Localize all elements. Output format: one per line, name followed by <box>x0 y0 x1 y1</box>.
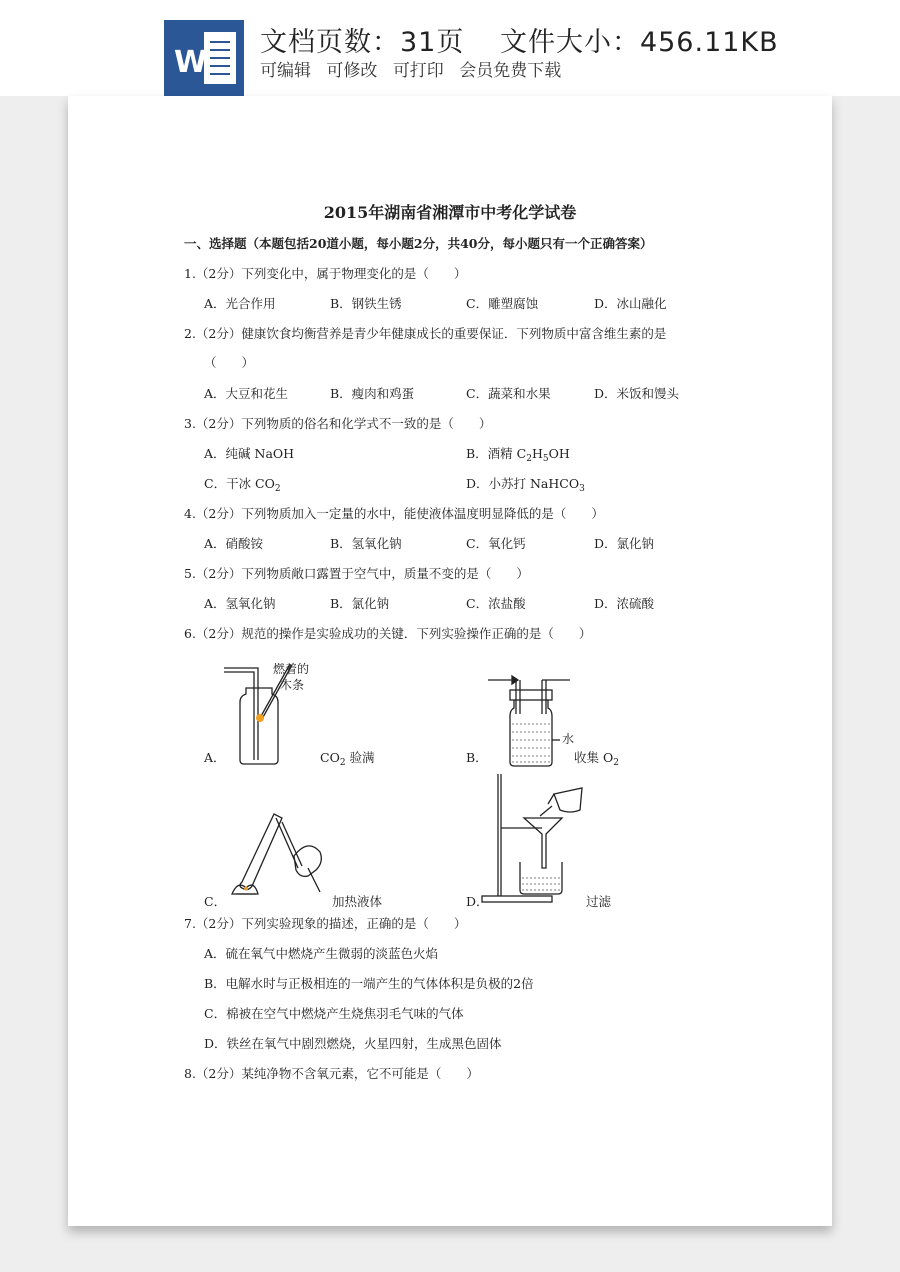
file-size: 文件大小：456.11KB <box>499 27 779 58</box>
question-3-stem: 3.（2分）下列物质的俗名和化学式不一致的是（ ） <box>184 416 492 431</box>
caption-subscript: 2 <box>339 758 346 768</box>
question-7-option-b: B．电解水时与正极相连的一端产生的气体体积是负极的2倍 <box>204 976 534 991</box>
water-label: 水 <box>562 732 575 746</box>
question-5-option-c: C．浓盐酸 <box>466 596 526 611</box>
option-d-label: D．小苏打 NaHCO <box>466 476 580 491</box>
question-2-option-c: C．蔬菜和水果 <box>466 386 551 401</box>
page-title: 2015年湖南省湘潭市中考化学试卷 <box>323 203 577 222</box>
question-5-option-b: B．氯化钠 <box>330 596 390 611</box>
option-c-label: C．干冰 CO <box>204 476 275 491</box>
filtration-figure <box>480 770 590 904</box>
word-document-icon <box>164 20 244 96</box>
question-3-option-c <box>204 476 281 497</box>
formula-part: H <box>531 446 543 461</box>
question-2-option-a: A．大豆和花生 <box>204 386 289 401</box>
question-3-option-b <box>466 446 570 467</box>
question-7-option-c: C．棉被在空气中燃烧产生烧焦羽毛气味的气体 <box>204 1006 464 1021</box>
heating-liquid-figure <box>224 808 334 900</box>
question-6-option-b-caption <box>574 748 619 768</box>
page-count: 文档页数：31页 <box>260 27 465 58</box>
question-5-option-a: A．氢氧化钠 <box>204 596 276 611</box>
question-1-option-d: D．冰山融化 <box>594 296 667 311</box>
caption-text: 验满 <box>345 750 375 765</box>
question-2-option-d: D．米饭和馒头 <box>594 386 680 401</box>
burning-stick-label-1: 燃着的 <box>273 662 310 676</box>
document-page <box>68 96 832 1226</box>
question-6-stem: 6.（2分）规范的操作是实验成功的关键．下列实验操作正确的是（ ） <box>184 626 592 641</box>
formula-subscript: 2 <box>274 484 281 494</box>
question-7-option-a: A．硫在氧气中燃烧产生微弱的淡蓝色火焰 <box>204 946 439 961</box>
question-2-stem: 2.（2分）健康饮食均衡营养是青少年健康成长的重要保证．下列物质中富含维生素的是 <box>184 326 667 341</box>
question-3-option-d <box>466 476 585 497</box>
question-4-option-d: D．氯化钠 <box>594 536 655 551</box>
question-6-option-d-caption: 过滤 <box>586 894 612 909</box>
question-4-stem: 4.（2分）下列物质加入一定量的水中，能使液体温度明显降低的是（ ） <box>184 506 604 521</box>
feature-free-download: 会员免费下载 <box>459 61 562 81</box>
question-5-stem: 5.（2分）下列物质敞口露置于空气中，质量不变的是（ ） <box>184 566 529 581</box>
formula-part: C <box>516 446 527 461</box>
question-6-option-b-letter: B． <box>466 750 488 765</box>
question-7-option-d: D．铁丝在氧气中剧烈燃烧，火星四射，生成黑色固体 <box>204 1036 502 1051</box>
question-6-option-a-letter: A． <box>204 750 226 765</box>
header-banner <box>0 0 900 96</box>
formula-subscript: 2 <box>526 454 532 464</box>
question-1-option-b: B．钢铁生锈 <box>330 296 402 311</box>
question-4-option-b: B．氢氧化钠 <box>330 536 402 551</box>
question-8-stem: 8.（2分）某纯净物不含氧元素，它不可能是（ ） <box>184 1066 479 1081</box>
question-6-option-d-letter: D． <box>466 894 489 909</box>
question-1-option-c: C．雕塑腐蚀 <box>466 296 539 311</box>
co2-check-figure <box>220 662 330 766</box>
option-b-label: B．酒精 <box>466 446 517 461</box>
svg-text:W: W <box>174 45 208 80</box>
formula-part: OH <box>548 446 570 461</box>
document-stats <box>260 20 805 59</box>
flame-icon <box>256 714 264 722</box>
question-1-option-a: A．光合作用 <box>204 296 276 311</box>
caption-subscript: 2 <box>613 758 619 768</box>
feature-printable: 可打印 <box>392 61 444 81</box>
question-5-option-d: D．浓硫酸 <box>594 596 655 611</box>
question-1-stem: 1.（2分）下列变化中，属于物理变化的是（ ） <box>184 266 467 281</box>
question-2-option-b: B．瘦肉和鸡蛋 <box>330 386 415 401</box>
question-4-option-c: C．氧化钙 <box>466 536 526 551</box>
question-6-option-a-caption <box>320 748 375 768</box>
feature-modifiable: 可修改 <box>326 61 378 81</box>
question-7-stem: 7.（2分）下列实验现象的描述，正确的是（ ） <box>184 916 467 931</box>
question-3-option-a: A．纯碱 NaOH <box>204 446 295 461</box>
feature-list <box>260 56 571 81</box>
question-4-option-a: A．硝酸铵 <box>204 536 264 551</box>
feature-editable: 可编辑 <box>260 61 311 81</box>
question-6-option-c-letter: C． <box>204 894 227 909</box>
o2-collection-figure <box>486 674 576 770</box>
burning-stick-label-2: 木条 <box>280 678 305 692</box>
formula-subscript: 3 <box>579 484 585 494</box>
section-heading: 一、选择题（本题包括20道小题，每小题2分，共40分，每小题只有一个正确答案） <box>184 236 653 251</box>
formula-subscript: 5 <box>542 454 549 464</box>
question-6-option-c-caption: 加热液体 <box>332 894 383 909</box>
caption-text: 收集 O <box>574 750 614 765</box>
question-2-stem-continued: （ ） <box>204 355 255 370</box>
caption-text: CO <box>320 750 340 765</box>
